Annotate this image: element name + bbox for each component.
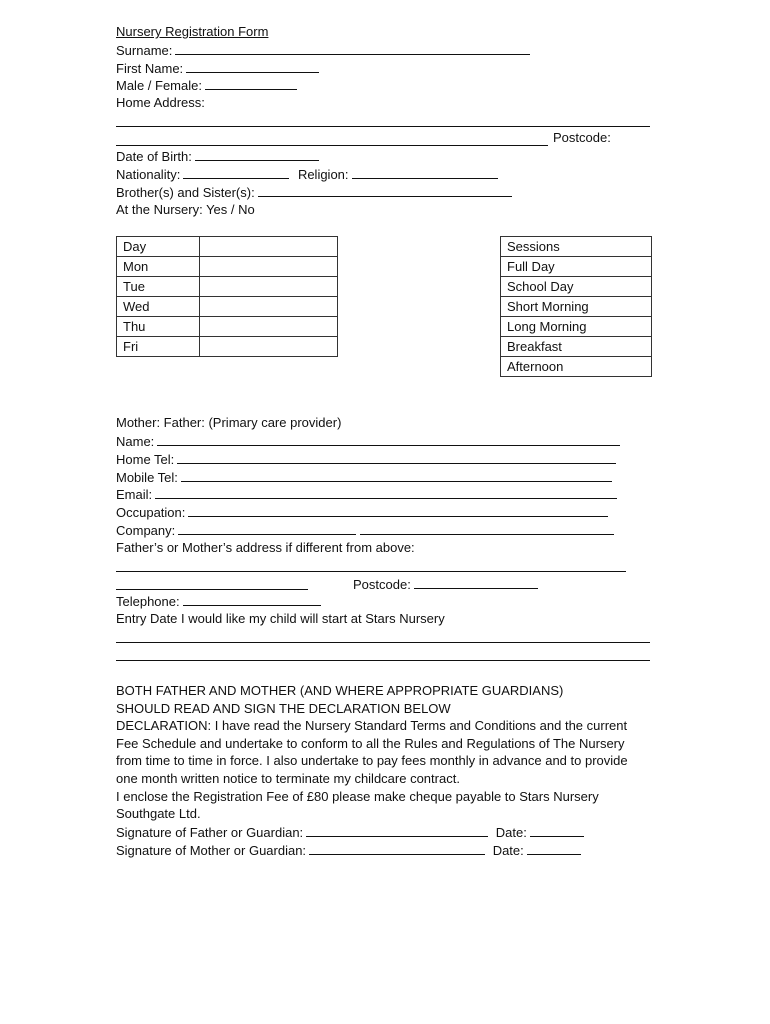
father-signature-label: Signature of Father or Guardian: — [116, 824, 304, 840]
day-label-cell: Thu — [117, 317, 200, 337]
day-entry-cell[interactable] — [200, 317, 338, 337]
father-date-label: Date: — [495, 824, 527, 840]
occupation-field[interactable] — [188, 503, 608, 517]
mobile-tel-row — [116, 468, 612, 486]
declaration-heading-1: BOTH FATHER AND MOTHER (AND WHERE APPROPRIATE GUARDIANS) — [116, 683, 564, 698]
registration-fee-text: I enclose the Registration Fee of £80 please make cheque payable to Stars Nursery Southgate Ltd. — [116, 788, 599, 822]
mobile-tel-label: Mobile Tel: — [116, 470, 178, 485]
religion-field[interactable] — [352, 165, 498, 179]
session-cell[interactable]: Full Day — [501, 257, 652, 277]
days-table-row — [117, 277, 338, 297]
session-cell[interactable]: Breakfast — [501, 337, 652, 357]
home-address-line-2[interactable] — [116, 145, 548, 146]
father-signature-row — [116, 823, 646, 842]
alt-address-line-2[interactable] — [116, 589, 308, 590]
home-address-label: Home Address: — [116, 95, 205, 110]
sessions-table-row — [501, 357, 652, 377]
days-table-row — [117, 297, 338, 317]
days-table — [116, 236, 338, 357]
home-tel-row — [116, 450, 616, 468]
declaration-body: DECLARATION: I have read the Nursery Standard Terms and Conditions and the current Fee Schedule and undertake to conform to all the Rules and Regulations of The Nursery from time to time in force. I also undertake to pay fees monthly in advance and to provide one month written notice to terminate my childcare contract. — [116, 718, 628, 786]
home-address-line-1[interactable] — [116, 126, 650, 127]
day-entry-cell[interactable] — [200, 297, 338, 317]
alt-address-line-1[interactable] — [116, 571, 626, 572]
sessions-table-row — [501, 337, 652, 357]
email-field[interactable] — [155, 485, 617, 499]
alt-postcode-row — [353, 575, 538, 593]
day-label-cell: Mon — [117, 257, 200, 277]
session-cell[interactable]: Long Morning — [501, 317, 652, 337]
gender-field[interactable] — [205, 76, 297, 90]
day-label-cell: Tue — [117, 277, 200, 297]
mother-signature-field[interactable] — [309, 841, 485, 855]
father-signature-field[interactable] — [306, 823, 488, 837]
session-cell[interactable]: School Day — [501, 277, 652, 297]
day-entry-cell[interactable] — [200, 237, 338, 257]
session-cell[interactable]: Short Morning — [501, 297, 652, 317]
days-table-row — [117, 337, 338, 357]
dob-label: Date of Birth: — [116, 149, 192, 164]
session-cell: Sessions — [501, 237, 652, 257]
entry-date-line-1[interactable] — [116, 642, 650, 643]
at-nursery-label: At the Nursery: Yes / No — [116, 202, 255, 217]
first-name-label: First Name: — [116, 61, 184, 76]
home-tel-field[interactable] — [177, 450, 616, 464]
alt-address-label: Father’s or Mother’s address if different from above: — [116, 540, 415, 555]
sessions-table-row — [501, 297, 652, 317]
company-row — [116, 521, 614, 539]
day-entry-cell[interactable] — [200, 277, 338, 297]
entry-date-line-2[interactable] — [116, 660, 650, 661]
email-label: Email: — [116, 487, 153, 502]
parent-name-label: Name: — [116, 434, 155, 449]
days-table-row — [117, 317, 338, 337]
day-label-cell: Fri — [117, 337, 200, 357]
days-table-row — [117, 237, 338, 257]
sessions-table-row — [501, 257, 652, 277]
parent-name-row — [116, 432, 620, 450]
gender-label: Male / Female: — [116, 78, 202, 93]
religion-label: Religion: — [297, 167, 349, 182]
day-label-cell: Wed — [117, 297, 200, 317]
surname-row — [116, 41, 530, 59]
sessions-table-row — [501, 277, 652, 297]
email-row — [116, 485, 617, 503]
entry-date-label: Entry Date I would like my child will start at Stars Nursery — [116, 611, 445, 626]
alt-postcode-label: Postcode: — [353, 577, 411, 592]
occupation-row — [116, 503, 608, 521]
telephone-row — [116, 592, 321, 610]
gender-row — [116, 76, 297, 94]
mother-signature-row — [116, 841, 646, 860]
siblings-field[interactable] — [258, 183, 512, 197]
sessions-table-row — [501, 317, 652, 337]
session-cell[interactable]: Afternoon — [501, 357, 652, 377]
parent-name-field[interactable] — [157, 432, 620, 446]
siblings-label: Brother(s) and Sister(s): — [116, 185, 255, 200]
sessions-table-row — [501, 237, 652, 257]
postcode-label: Postcode: — [553, 130, 611, 145]
company-label: Company: — [116, 523, 176, 538]
siblings-row — [116, 183, 512, 201]
dob-row — [116, 147, 319, 165]
telephone-label: Telephone: — [116, 594, 180, 609]
parent-heading: Mother: Father: (Primary care provider) — [116, 415, 342, 430]
nationality-label: Nationality: — [116, 167, 181, 182]
mother-signature-label: Signature of Mother or Guardian: — [116, 843, 307, 859]
day-entry-cell[interactable] — [200, 257, 338, 277]
father-date-field[interactable] — [530, 823, 584, 837]
mobile-tel-field[interactable] — [181, 468, 612, 482]
telephone-field[interactable] — [183, 592, 321, 606]
nationality-field[interactable] — [183, 165, 289, 179]
home-tel-label: Home Tel: — [116, 452, 175, 467]
company-field-2[interactable] — [360, 521, 614, 535]
nationality-row — [116, 165, 498, 183]
first-name-row — [116, 59, 319, 77]
company-field-1[interactable] — [178, 521, 356, 535]
form-title: Nursery Registration Form — [116, 24, 269, 39]
dob-field[interactable] — [195, 147, 319, 161]
occupation-label: Occupation: — [116, 505, 186, 520]
surname-label: Surname: — [116, 43, 173, 58]
declaration-heading-2: SHOULD READ AND SIGN THE DECLARATION BELOW — [116, 700, 451, 716]
days-table-row — [117, 257, 338, 277]
mother-date-label: Date: — [492, 843, 524, 859]
first-name-field[interactable] — [186, 59, 319, 73]
sessions-table — [500, 236, 652, 377]
alt-postcode-field[interactable] — [414, 575, 538, 589]
day-entry-cell[interactable] — [200, 337, 338, 357]
surname-field[interactable] — [175, 41, 530, 55]
declaration-section — [116, 682, 646, 860]
day-label-cell: Day — [117, 237, 200, 257]
mother-date-field[interactable] — [527, 841, 581, 855]
